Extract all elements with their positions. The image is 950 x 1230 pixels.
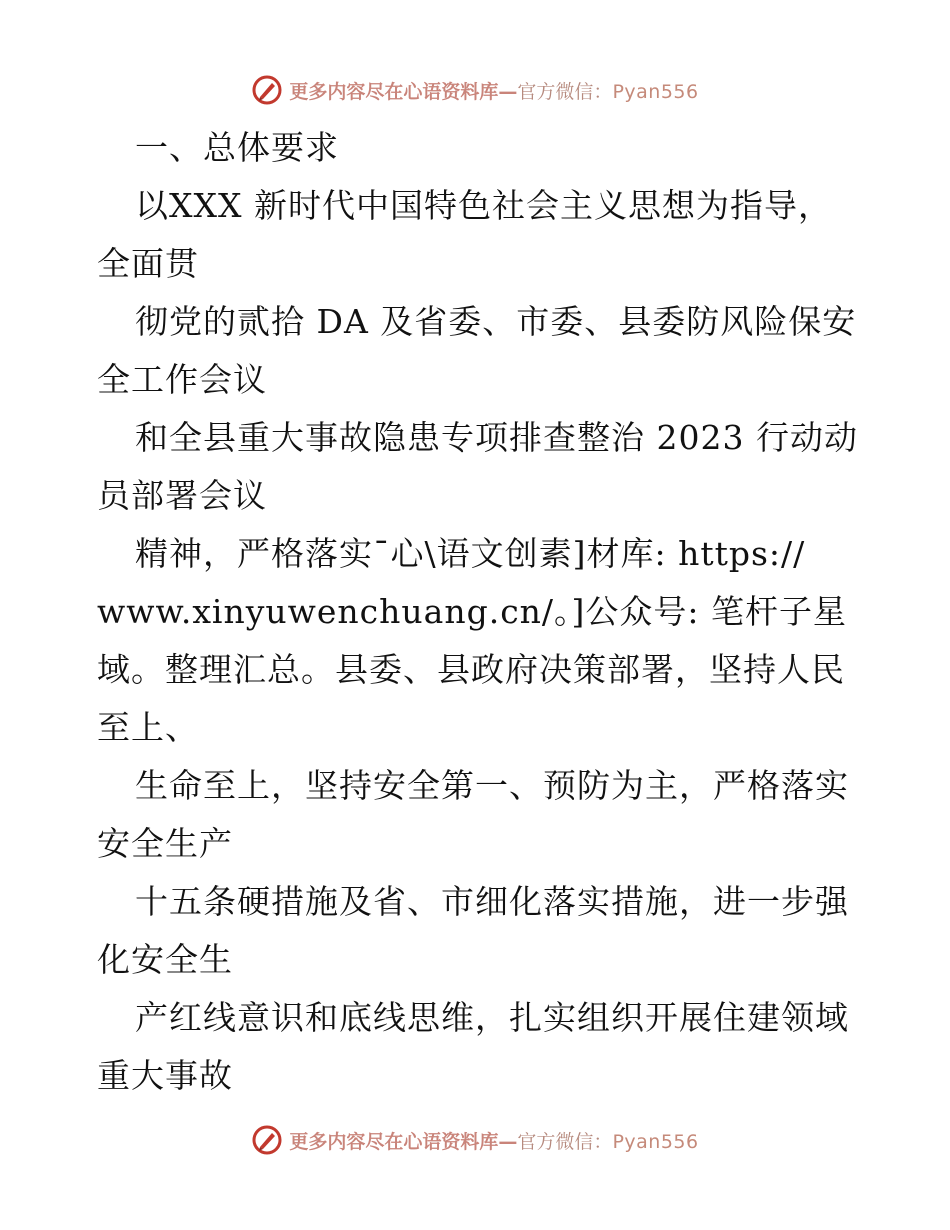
header-wechat-label: 官方微信： bbox=[517, 80, 613, 103]
paragraph-line: 员部署会议 bbox=[97, 476, 267, 515]
footer-wechat-id: Pyan556 bbox=[612, 1130, 699, 1153]
footer-banner-text bbox=[289, 1127, 698, 1154]
pen-logo-icon bbox=[251, 74, 283, 106]
paragraph-line: 化安全生 bbox=[97, 940, 233, 979]
section-heading: 一、总体要求 bbox=[135, 128, 339, 167]
document-body bbox=[97, 124, 857, 1110]
pen-logo-icon bbox=[251, 1124, 283, 1156]
paragraph-line: 精神，严格落实¯心\语文创素]材库: https:// bbox=[135, 534, 806, 573]
header-wechat-id: Pyan556 bbox=[612, 80, 699, 103]
paragraph-line: 和全县重大事故隐患专项排查整治 2023 行动动 bbox=[135, 418, 858, 457]
paragraph-line: 以XXX 新时代中国特色社会主义思想为指导， bbox=[135, 186, 832, 225]
footer-banner bbox=[0, 1120, 950, 1160]
paragraph-line: 十五条硬措施及省、市细化落实措施，进一步强 bbox=[135, 882, 849, 921]
paragraph-line: www.xinyuwenchuang.cn/。]公众号: 笔杆子星 bbox=[97, 592, 848, 631]
paragraph-line: 全工作会议 bbox=[97, 360, 267, 399]
header-banner-text bbox=[289, 77, 698, 104]
paragraph-line: 产红线意识和底线思维，扎实组织开展住建领域 bbox=[135, 998, 849, 1037]
paragraph-line: 重大事故 bbox=[97, 1056, 233, 1095]
paragraph-line: 全面贯 bbox=[97, 244, 199, 283]
paragraph-line: 至上、 bbox=[97, 708, 199, 747]
header-banner bbox=[0, 70, 950, 110]
footer-dash: — bbox=[498, 1130, 518, 1153]
paragraph-line: 彻党的贰拾 DA 及省委、市委、县委防风险保安 bbox=[135, 302, 857, 341]
paragraph-line: 域。整理汇总。县委、县政府决策部署，坚持人民 bbox=[97, 650, 845, 689]
paragraph-line: 安全生产 bbox=[97, 824, 233, 863]
footer-brand: 更多内容尽在心语资料库 bbox=[289, 1130, 499, 1153]
header-dash: — bbox=[498, 80, 518, 103]
paragraph-line: 生命至上，坚持安全第一、预防为主，严格落实 bbox=[135, 766, 849, 805]
header-brand: 更多内容尽在心语资料库 bbox=[289, 80, 499, 103]
footer-wechat-label: 官方微信： bbox=[517, 1130, 613, 1153]
